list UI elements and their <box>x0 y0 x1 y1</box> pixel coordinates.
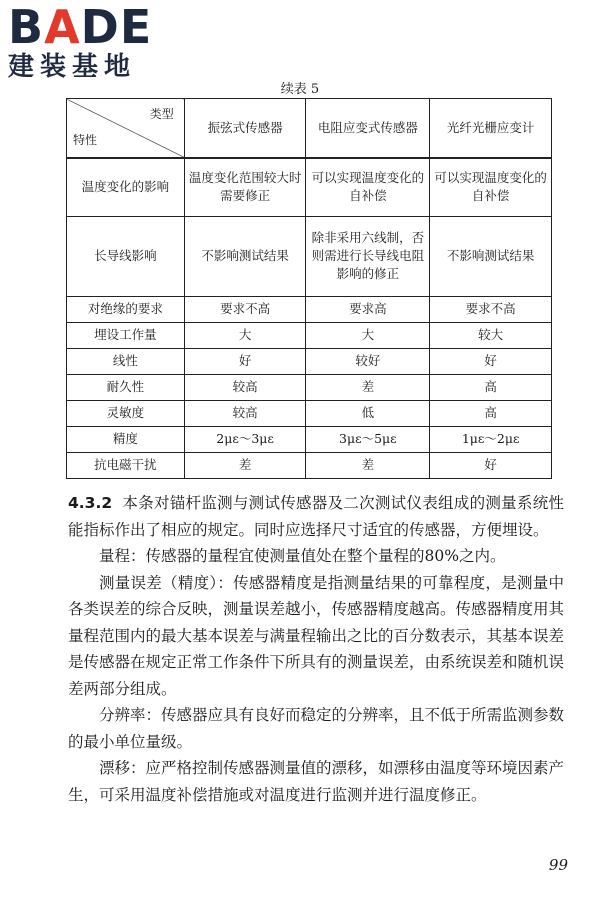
table-cell: 大 <box>306 322 430 348</box>
table-cell: 差 <box>184 452 306 478</box>
table-cell: 不影响测试结果 <box>184 216 306 296</box>
row-label: 线性 <box>67 348 185 374</box>
sensor-comparison-table <box>66 98 552 479</box>
table-row <box>67 348 552 374</box>
table-row <box>67 296 552 322</box>
table-cell: 高 <box>430 374 552 400</box>
table-cell: 3με～5με <box>306 426 430 452</box>
column-header: 光纤光栅应变计 <box>430 99 552 159</box>
section-number: 4.3.2 <box>68 494 113 512</box>
row-label: 埋设工作量 <box>67 322 185 348</box>
table-cell: 好 <box>430 348 552 374</box>
table-row <box>67 374 552 400</box>
row-label: 灵敏度 <box>67 400 185 426</box>
logo-wordmark: BADE <box>8 0 153 54</box>
paragraph-range: 量程：传感器的量程宜使测量值处在整个量程的80%之内。 <box>99 547 506 565</box>
table-cell: 好 <box>184 348 306 374</box>
table-header-row <box>67 99 552 159</box>
page-number: 99 <box>548 856 568 874</box>
table-cell: 可以实现温度变化的自补偿 <box>430 158 552 216</box>
table-cell: 较高 <box>184 400 306 426</box>
section-intro <box>68 490 564 543</box>
table-cell: 较好 <box>306 348 430 374</box>
header-property-label: 特性 <box>73 133 98 147</box>
table-cell: 2με～3με <box>184 426 306 452</box>
header-type-label: 类型 <box>149 107 174 121</box>
table-row <box>67 322 552 348</box>
section-intro-text: 本条对锚杆监测与测试传感器及二次测试仪表组成的测量系统性能指标作出了相应的规定。同时应选择尺寸适宜的传感器，方便埋设。 <box>68 494 564 539</box>
row-label: 抗电磁干扰 <box>67 452 185 478</box>
table-cell: 较高 <box>184 374 306 400</box>
table-caption: 续表 5 <box>280 82 320 97</box>
table-cell: 除非采用六线制，否则需进行长导线电阻影响的修正 <box>306 216 430 296</box>
logo-subtitle: 建装基地 <box>8 52 137 82</box>
diagonal-header-cell <box>67 99 185 159</box>
table-cell: 可以实现温度变化的自补偿 <box>306 158 430 216</box>
table-row <box>67 426 552 452</box>
table-row <box>67 158 552 216</box>
table-cell: 要求不高 <box>184 296 306 322</box>
paragraph-error: 测量误差（精度）：传感器精度是指测量结果的可靠程度，是测量中各类误差的综合反映，测量误差越小，传感器精度越高。传感器精度用其量程范围内的最大基本误差与满量程输出之比的百分数表示，其基本误差是传感器在规定正常工作条件下所具有的测量误差，由系统误差和随机误差两部分组成。 <box>68 573 565 698</box>
row-label: 精度 <box>67 426 185 452</box>
table-row <box>67 216 552 296</box>
table-cell: 大 <box>184 322 306 348</box>
column-header: 电阻应变式传感器 <box>306 99 430 159</box>
table-cell: 要求高 <box>306 296 430 322</box>
table-cell: 差 <box>306 374 430 400</box>
row-label: 温度变化的影响 <box>67 158 185 216</box>
row-label: 耐久性 <box>67 374 185 400</box>
table-cell: 好 <box>430 452 552 478</box>
table-cell: 1με～2με <box>430 426 552 452</box>
table-row <box>67 452 552 478</box>
paragraph-resolution: 分辨率：传感器应具有良好而稳定的分辨率，且不低于所需监测参数的最小单位量级。 <box>68 706 565 751</box>
table-cell: 温度变化范围较大时需要修正 <box>184 158 306 216</box>
row-label: 长导线影响 <box>67 216 185 296</box>
table-cell: 低 <box>306 400 430 426</box>
table-cell: 不影响测试结果 <box>430 216 552 296</box>
column-header: 振弦式传感器 <box>184 99 306 159</box>
logo <box>8 0 178 84</box>
table-cell: 较大 <box>430 322 552 348</box>
paragraph-drift: 漂移：应严格控制传感器测量值的漂移，如漂移由温度等环境因素产生，可采用温度补偿措施或对温度进行监测并进行温度修正。 <box>68 759 565 804</box>
table-cell: 差 <box>306 452 430 478</box>
table-cell: 高 <box>430 400 552 426</box>
table-row <box>67 400 552 426</box>
body-text <box>68 490 564 808</box>
row-label: 对绝缘的要求 <box>67 296 185 322</box>
table-cell: 要求不高 <box>430 296 552 322</box>
